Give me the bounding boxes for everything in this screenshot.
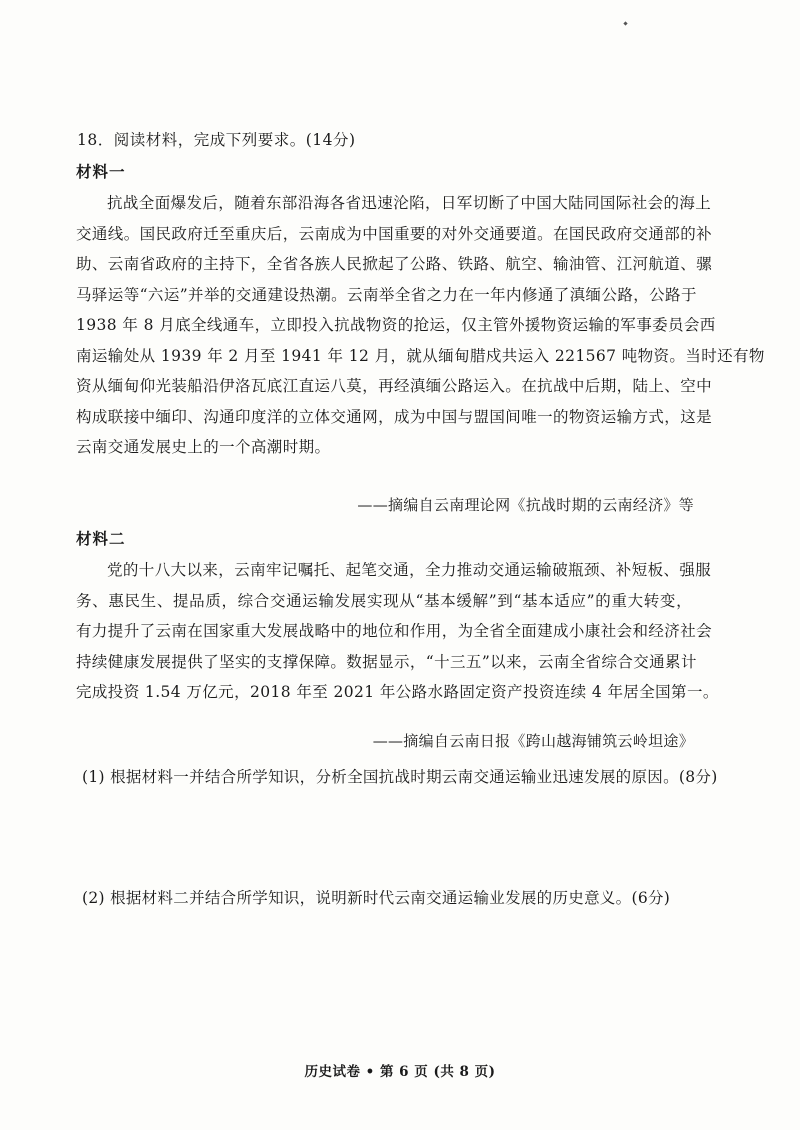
material-one-text <box>76 188 765 463</box>
material-two-text <box>76 555 719 708</box>
material-one-line: 资从缅甸仰光装船沿伊洛瓦底江直运八莫，再经滇缅公路运入。在抗战中后期，陆上、空中 <box>76 377 713 395</box>
material-one-line: 助、云南省政府的主持下，全省各族人民掀起了公路、铁路、航空、输油管、江河航道、骡 <box>76 255 713 273</box>
material-two-line: 党的十八大以来，云南牢记嘱托、起笔交通，全力推动交通运输破瓶颈、补短板、强服 <box>107 561 712 579</box>
subquestion-one: (1) 根据材料一并结合所学知识，分析全国抗战时期云南交通运输业迅速发展的原因。(8分) <box>82 768 718 786</box>
material-two-line: 持续健康发展提供了坚实的支撑保障。数据显示，“十三五”以来，云南全省综合交通累计 <box>76 652 697 671</box>
material-two-heading: 材料二 <box>76 529 126 548</box>
material-two-line: 有力提升了云南在国家重大发展战略中的地位和作用，为全省全面建成小康社会和经济社会 <box>76 622 713 640</box>
material-one-line: 马驿运等“六运”并举的交通建设热潮。云南举全省之力在一年内修通了滇缅公路，公路于 <box>76 285 697 304</box>
material-one-line: 云南交通发展史上的一个高潮时期。 <box>76 438 331 456</box>
subquestion-two: (2) 根据材料二并结合所学知识，说明新时代云南交通运输业发展的历史意义。(6分) <box>82 889 671 907</box>
material-two-line: 务、惠民生、提品质，综合交通运输发展实现从“基本缓解”到“基本适应”的重大转变， <box>76 591 692 610</box>
material-one-heading: 材料一 <box>76 162 126 181</box>
material-two-source: ——摘编自云南日报《跨山越海铺筑云岭坦途》 <box>372 732 694 750</box>
material-one-line: 交通线。国民政府迁至重庆后，云南成为中国重要的对外交通要道。在国民政府交通部的补 <box>76 224 713 243</box>
material-two-line: 完成投资 1.54 万亿元，2018 年至 2021 年公路水路固定资产投资连续 4 年居全国第一。 <box>76 683 719 701</box>
material-one-line: 1938 年 8 月底全线通车，立即投入抗战物资的抢运，仅主管外援物资运输的军事委员会西 <box>76 316 716 334</box>
material-one-line: 抗战全面爆发后，随着东部沿海各省迅速沦陷，日军切断了中国大陆同国际社会的海上 <box>107 194 712 212</box>
scan-speck <box>623 21 627 25</box>
material-one-line: 构成联接中缅印、沟通印度洋的立体交通网，成为中国与盟国间唯一的物资运输方式，这是 <box>76 407 713 426</box>
material-one-source: ——摘编自云南理论网《抗战时期的云南经济》等 <box>357 496 694 514</box>
material-one-line: 南运输处从 1939 年 2 月至 1941 年 12 月，就从缅甸腊戍共运入 221567 吨物资。当时还有物 <box>76 346 765 365</box>
question-title: 18．阅读材料，完成下列要求。(14分) <box>77 131 356 149</box>
page-footer: 历史试卷 • 第 6 页 (共 8 页) <box>304 1064 496 1080</box>
